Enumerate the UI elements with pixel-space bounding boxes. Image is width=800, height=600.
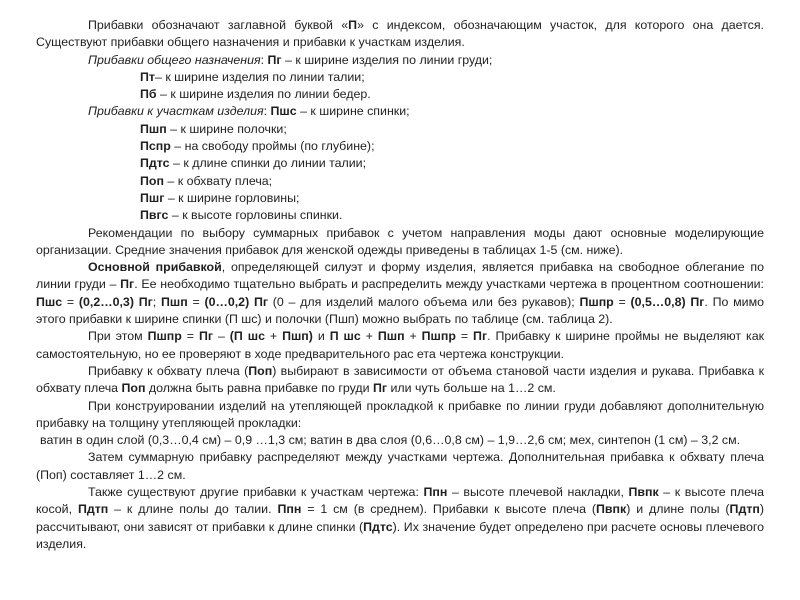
text-run: Пшп: [377, 329, 405, 344]
text-run: Поп: [121, 381, 146, 396]
text-run: Пшпр: [421, 329, 456, 344]
paragraph: [140, 138, 764, 155]
text-run: – высоте плечевой накладки,: [447, 485, 629, 500]
text-run: Поп: [248, 363, 273, 378]
text-run: Пг: [372, 381, 388, 396]
text-run: Пшп: [140, 121, 167, 136]
text-run: :: [263, 104, 271, 119]
text-run: Пшс: [36, 294, 63, 309]
paragraph: [140, 121, 764, 138]
text-run: (0,2…0,3) Пг: [78, 294, 153, 309]
text-run: Пшпр: [579, 294, 614, 309]
text-run: Пг: [473, 329, 488, 344]
text-run: Пдтп: [77, 502, 109, 517]
paragraph: [140, 69, 764, 86]
paragraph: [36, 103, 764, 120]
text-run: =: [187, 294, 205, 309]
text-run: =: [613, 294, 631, 309]
text-run: П шс: [329, 329, 361, 344]
text-run: ) и длине полы (: [626, 502, 730, 517]
text-run: – к высоте горловины спинки.: [168, 208, 343, 223]
paragraph: [140, 190, 764, 207]
text-run: должна быть равна прибавке по груди: [145, 381, 373, 396]
text-run: +: [360, 329, 378, 344]
text-run: –: [213, 329, 230, 344]
text-run: Пшп): [282, 329, 313, 344]
text-run: Пт: [140, 69, 155, 84]
paragraph: [36, 328, 764, 363]
paragraph: [36, 363, 764, 398]
text-run: Прибавки обозначают заглавной буквой «: [88, 18, 349, 32]
text-run: Ппн: [423, 485, 448, 500]
text-run: Пшп: [160, 294, 188, 309]
text-run: Рекомендации по выбору суммарных прибавок с учетом направления моды дают основные моделирующие организации. Средние значения прибавок для женской одежды приведены в таблицах 1-5 (см. ниже).: [36, 225, 764, 257]
text-run: Прибавки общего назначения: [88, 52, 261, 67]
text-run: Пб: [140, 87, 157, 102]
text-run: и: [312, 329, 330, 344]
text-run: – к ширине полочки;: [166, 121, 287, 136]
text-run: Основной прибавкой: [88, 260, 222, 275]
text-run: ;: [152, 294, 161, 309]
text-run: =: [181, 329, 199, 344]
paragraph: [140, 155, 764, 172]
text-run: – к высоте плеча косой,: [36, 485, 765, 517]
text-run: Ппн: [277, 502, 302, 517]
text-run: Прибавки к участкам изделия: [88, 104, 264, 119]
text-run: +: [404, 329, 422, 344]
text-run: Пг: [267, 52, 282, 67]
text-run: – на свободу проймы (по глубине);: [170, 139, 375, 154]
paragraph: [36, 259, 764, 328]
text-run: ватин в один слой (0,3…0,4 см) – 0,9 …1,3 см; ватин в два слоя (0,6…0,8 см) – 1,9…2,6 см; мех, синтепон (1 см) – 3,2 см.: [40, 433, 741, 448]
text-run: (0,5…0,8) Пг: [630, 294, 705, 309]
paragraph: [140, 173, 764, 190]
paragraph: [36, 449, 764, 484]
text-run: Прибавку к обхвату плеча (: [88, 363, 249, 378]
text-run: (0 – для изделий малого объема или без рукавов);: [268, 294, 580, 309]
text-run: = 1 см (в среднем). Прибавки к высоте плеча (: [301, 502, 597, 517]
text-run: Пг: [120, 277, 135, 292]
text-run: – к ширине изделия по линии бедер.: [156, 87, 371, 102]
text-run: (0…0,2) Пг: [204, 294, 269, 309]
text-run: » с индексом, обозначающим участок, для которого она дается. Существуют прибавки общего назначения и прибавки к участкам изделия.: [36, 18, 764, 50]
text-run: При этом: [88, 329, 148, 344]
text-run: – к ширине спинки;: [296, 104, 410, 119]
text-run: Также существуют другие прибавки к участкам чертежа:: [88, 485, 424, 500]
text-run: При конструировании изделий на утепляющей прокладкой к прибавке по линии груди добавляют дополнительную прибавку на толщину утепляющей прокладки:: [36, 398, 764, 430]
text-run: Пдтп: [729, 502, 760, 517]
text-run: ) выбирают в зависимости от объема становой части изделия и рукава. Прибавка к обхвату плеча: [36, 363, 765, 396]
text-run: или чуть больше на 1…2 см.: [387, 381, 556, 396]
text-run: – к ширине изделия по линии груди;: [281, 52, 493, 67]
text-run: , определяющей силуэт и форму изделия, является прибавка на свободное облегание по линии груди –: [36, 260, 764, 292]
text-run: +: [264, 329, 283, 344]
text-run: Пшс: [270, 104, 297, 119]
paragraph: [36, 17, 764, 52]
text-run: Поп: [140, 173, 164, 188]
text-run: ). Их значение будет определено при расчете основы плечевого изделия.: [36, 519, 764, 551]
paragraph: [36, 398, 764, 433]
text-run: Затем суммарную прибавку распределяют между участками чертежа. Дополнительная прибавка к обхвату плеча (Поп) составляет 1…2 см.: [36, 450, 764, 482]
text-run: Пвпк: [628, 485, 659, 500]
text-run: – к длине спинки до линии талии;: [169, 156, 367, 171]
text-run: – к обхвату плеча;: [163, 173, 273, 188]
paragraph: [36, 432, 764, 449]
text-run: :: [260, 52, 268, 67]
text-run: ) рассчитывают, они зависят от прибавки к длине спинки (: [36, 502, 765, 534]
text-run: =: [455, 329, 474, 344]
paragraph: [140, 86, 764, 103]
text-run: . По мимо этого прибавки к ширине спинки (П шс) и полочки (Пшп) можно выбрать по таблице (см. таблица 2).: [36, 294, 765, 327]
text-run: Пспр: [140, 139, 171, 154]
text-run: Пвпк: [596, 502, 627, 517]
text-run: – к длине полы до талии.: [108, 502, 278, 517]
paragraph: [36, 484, 764, 553]
text-run: П: [348, 18, 358, 32]
paragraph: [36, 225, 764, 260]
document-body: [36, 17, 764, 553]
text-run: – к ширине изделия по линии талии;: [154, 69, 365, 84]
paragraph: [140, 207, 764, 224]
text-run: Пг: [198, 329, 214, 344]
text-run: Пшг: [140, 190, 165, 205]
text-run: (П шс: [229, 329, 265, 344]
text-run: Пдтс: [363, 519, 393, 534]
text-run: – к ширине горловины;: [164, 190, 300, 205]
paragraph: [36, 52, 764, 69]
text-run: Пдтс: [140, 156, 170, 171]
text-run: . Прибавку к ширине проймы не выделяют как самостоятельную, но ее проверяют в ходе предварительного рас ета чертежа конструкции.: [36, 329, 765, 361]
text-run: Пшпр: [147, 329, 182, 344]
text-run: =: [62, 294, 79, 309]
text-run: Пвгс: [140, 208, 169, 223]
text-run: . Ее необходимо тщательно выбрать и распределить между участками чертежа в процентном соотношении:: [134, 277, 764, 292]
